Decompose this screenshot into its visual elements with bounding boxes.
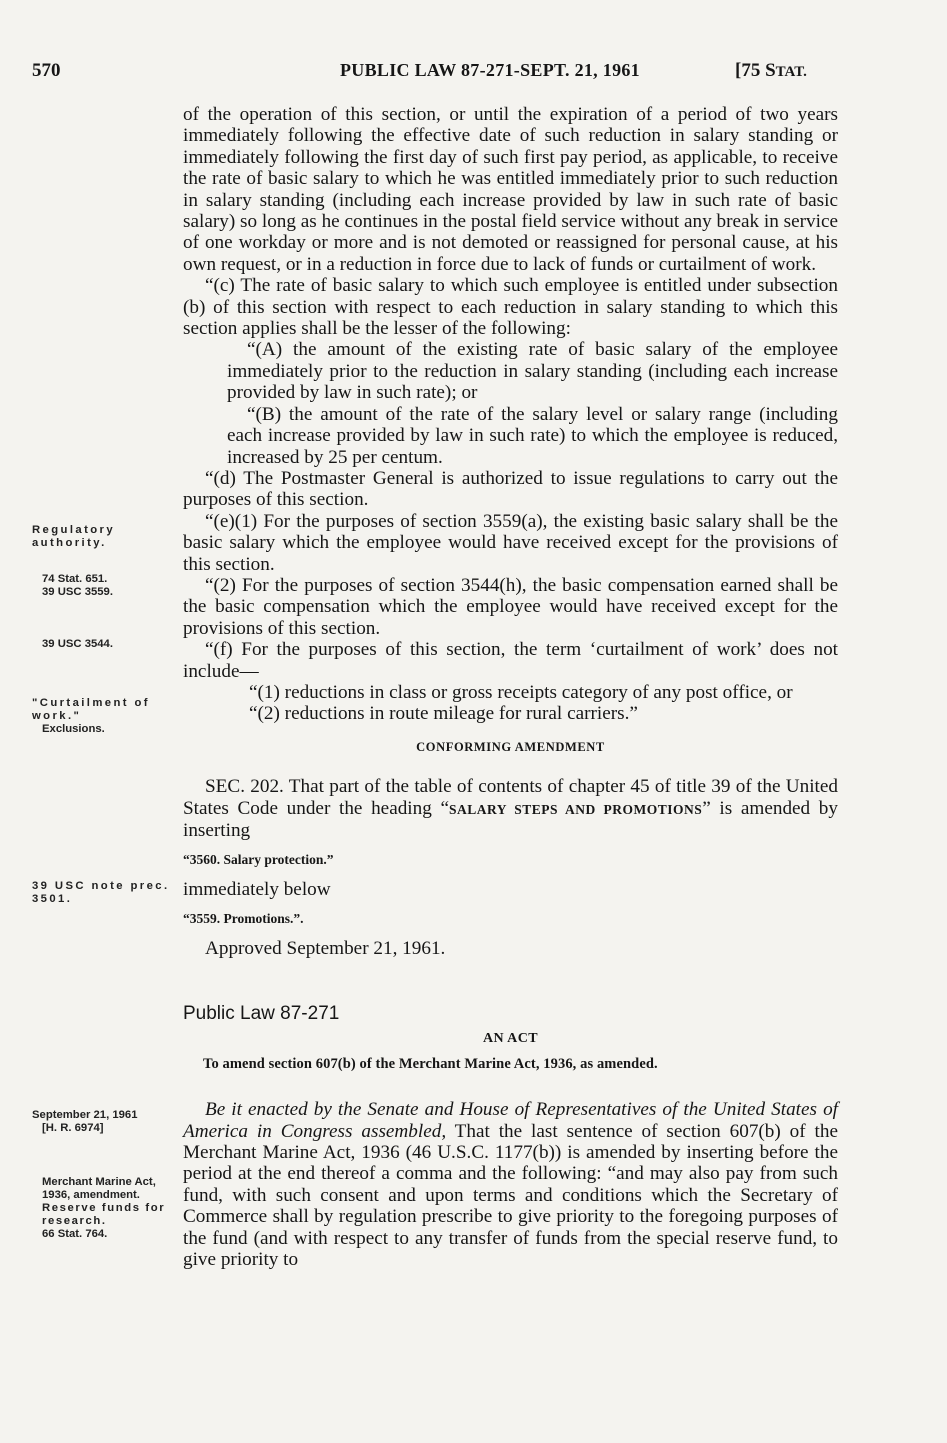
main-text [183, 104, 838, 1271]
margin-note-date: September 21, 1961 [H. R. 6974] [32, 1109, 138, 1134]
paragraph-f: “(f) For the purposes of this section, the term ‘curtailment of work’ does not include— [183, 639, 838, 682]
paragraph-e1: “(e)(1) For the purposes of section 3559(a), the existing basic salary shall be the basic salary which the employee would have received except for the provisions of this section. [183, 510, 838, 575]
section-202 [183, 776, 838, 841]
inserted-entry: “3560. Salary protection.” [183, 852, 334, 868]
margin-note-regulatory: Regulatory authority. [32, 524, 116, 549]
statute-volume-prefix: [75 S [735, 60, 776, 81]
margin-note-curtailment: "Curtailment of work." Exclusions. [32, 697, 150, 735]
public-law-title: Public Law 87-271 [183, 1003, 340, 1025]
section-heading: CONFORMING AMENDMENT [416, 739, 605, 754]
margin-note-merchant-marine: Merchant Marine Act, 1936, amendment. Reserve funds for research. 66 Stat. 764. [42, 1176, 166, 1240]
statute-volume-suffix: TAT. [775, 64, 807, 80]
paragraph-c-a: “(A) the amount of the existing rate of basic salary of the employee immediately prior to the reduction in salary standing (including each increase provided by law in such rate); or [227, 339, 838, 404]
section-202-text-b: ” is amended by inserting [183, 797, 838, 841]
enacting-clause [183, 1099, 838, 1270]
paragraph-e2: “(2) For the purposes of section 3544(h), the basic compensation earned shall be the basic compensation which the employee would have received except for the provisions of this section. [183, 574, 838, 639]
immediately-below: immediately below [183, 878, 331, 900]
paragraph-c-b: “(B) the amount of the rate of the salary level or salary range (including each increase provided by law in such rate) to which the employee is reduced, increased by 25 per centum. [227, 403, 838, 468]
margin-note-usc-note: 39 USC note prec. 3501. [32, 880, 170, 905]
paragraph-f2: “(2) reductions in route mileage for rural carriers.” [249, 703, 638, 725]
page-number: 570 [32, 60, 61, 81]
act-title: To amend section 607(b) of the Merchant Marine Act, 1936, as amended. [203, 1055, 658, 1072]
enacting-clause-italic: Be it enacted by the Senate and House of Representatives of the United States of America in Congress assembled, [183, 1099, 838, 1142]
section-202-heading-ref: SALARY STEPS AND PROMOTIONS [449, 801, 703, 817]
paragraph-f1: “(1) reductions in class or gross receipts category of any post office, or [249, 681, 793, 703]
paragraph-c: “(c) The rate of basic salary to which such employee is entitled under subsection (b) of this section with respect to each reduction in salary standing to which this section applies shall be the lesser of the following: [183, 275, 838, 340]
section-202-text-a: SEC. 202. That part of the table of contents of chapter 45 of title 39 of the United States Code under the heading “ [183, 776, 838, 819]
statute-volume [735, 60, 807, 82]
promotions-entry: “3559. Promotions.”. [183, 911, 304, 927]
margin-note-usc-3544: 39 USC 3544. [42, 638, 113, 650]
enacting-clause-text: That the last sentence of section 607(b) of the Merchant Marine Act, 1936 (46 U.S.C. 1177(b)) is amended by inserting before the period at the end thereof a comma and the following: “and may also pay from such fund, with such consent and upon terms and conditions which the Secretary of Commerce shall by regulation prescribe to give priority to the foregoing purposes of the fund (and with respect to any transfer of funds from the special reserve fund, to give priority to [183, 1120, 838, 1271]
approval-date: Approved September 21, 1961. [205, 937, 446, 959]
an-act-label: AN ACT [483, 1031, 538, 1047]
paragraph-d: “(d) The Postmaster General is authorized to issue regulations to carry out the purposes of this section. [183, 467, 838, 511]
paragraph-continuation: of the operation of this section, or until the expiration of a period of two years immediately following the effective date of such reduction in salary standing or immediately following the first day of such first pay period, as applicable, to receive the rate of basic salary to which he was entitled immediately prior to such reduction in salary standing (including each increase provided by law in such rate of basic salary) so long as he continues in the postal field service without any break in service of one workday or more and is not demoted or reassigned for personal cause, at his own request, or in a reduction in force due to lack of funds or curtailment of work. [183, 104, 838, 275]
running-title: PUBLIC LAW 87-271-SEPT. 21, 1961 [340, 60, 640, 80]
margin-note-stat-651: 74 Stat. 651. 39 USC 3559. [42, 573, 113, 598]
